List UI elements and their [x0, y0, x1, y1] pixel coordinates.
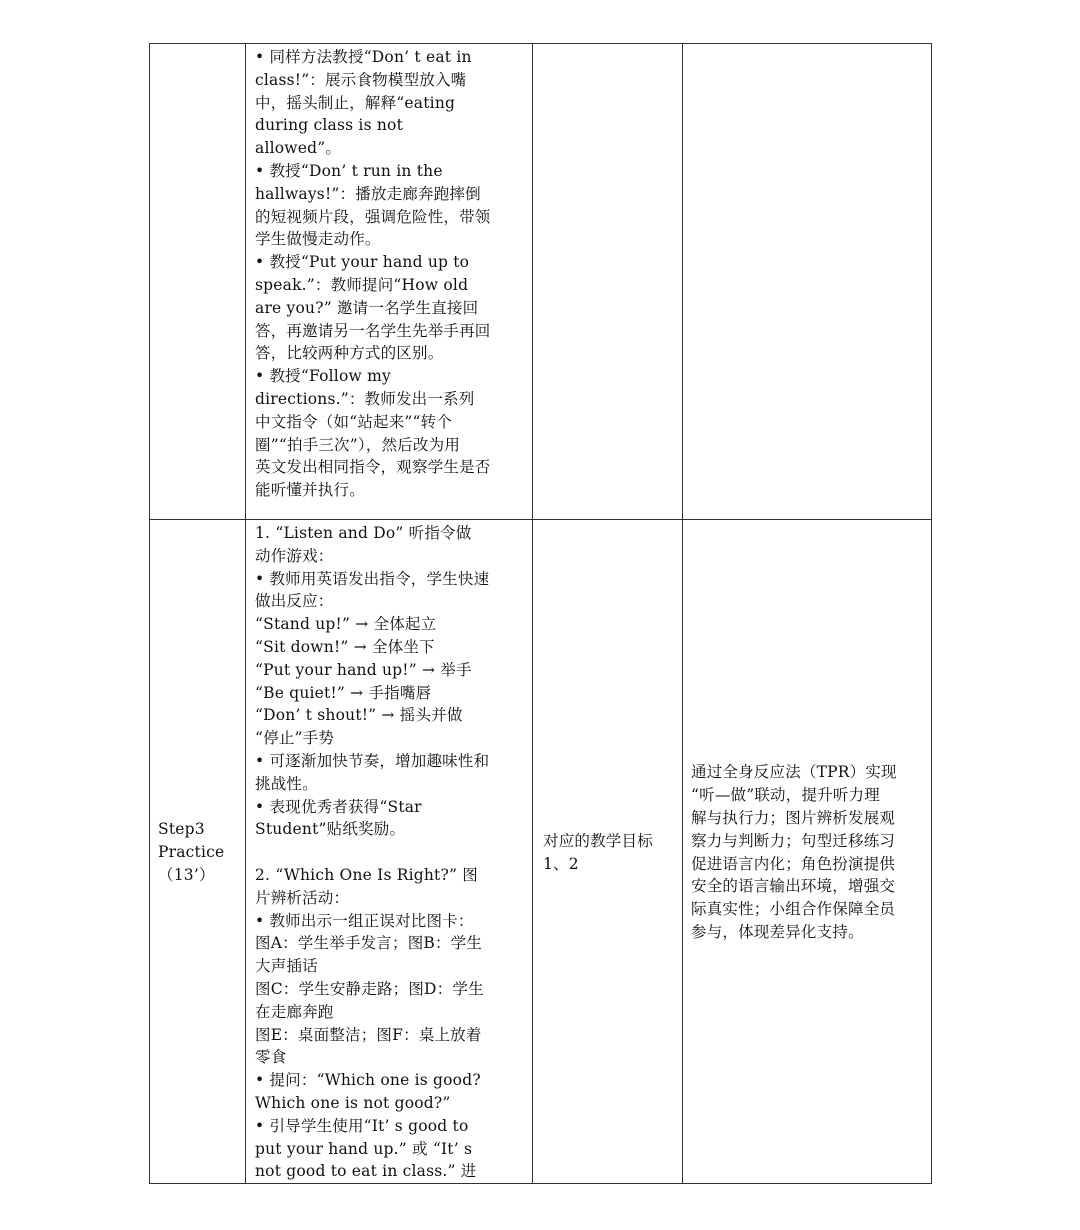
- table-row: [150, 520, 932, 1184]
- intention-text: [683, 44, 931, 46]
- text-line: 英文发出相同指令，观察学生是否: [255, 458, 491, 477]
- text-line: • 教授“Follow my: [255, 367, 391, 386]
- goal-text: [533, 44, 682, 46]
- text-line: • 教授“Put your hand up to: [255, 253, 470, 272]
- text-line: 2. “Which One Is Right?” 图: [255, 865, 478, 884]
- text-line: 做出反应：: [255, 592, 334, 611]
- text-line: （13’）: [158, 865, 215, 884]
- text-line: • 教师出示一组正误对比图卡：: [255, 911, 474, 930]
- text-line: 中，摇头制止，解释“eating: [255, 93, 456, 112]
- text-line: 图E：桌面整洁；图F：桌上放着: [255, 1025, 482, 1044]
- text-line: are you?” 邀请一名学生直接回: [255, 298, 479, 317]
- text-line: 的短视频片段，强调危险性，带领: [255, 207, 491, 226]
- text-line: 图C：学生安静走路；图D：学生: [255, 979, 484, 998]
- text-line: • 可逐渐加快节奏，增加趣味性和: [255, 751, 490, 770]
- text-line: 中文指令（如“站起来”“转个: [255, 412, 453, 431]
- text-line: 1. “Listen and Do” 听指令做: [255, 524, 472, 542]
- text-line: 察力与判断力；句型迁移练习: [691, 831, 896, 850]
- text-line: “Don’ t shout!” → 摇头并做: [255, 706, 463, 725]
- text-line: 解与执行力；图片辨析发展观: [691, 808, 896, 827]
- text-line: 图A：学生举手发言；图B：学生: [255, 934, 483, 953]
- text-line: • 教师用英语发出指令，学生快速: [255, 569, 490, 588]
- text-line: 安全的语言输出环境，增强交: [691, 877, 896, 896]
- text-line: 圈”“拍手三次”），然后改为用: [255, 435, 461, 454]
- text-line: 对应的教学目标: [543, 831, 653, 850]
- step-text: [150, 816, 245, 886]
- text-line: class!”：展示食物模型放入嘴: [255, 70, 467, 89]
- text-line: speak.”：教师提问“How old: [255, 275, 469, 294]
- text-line: put your hand up.” 或 “It’ s: [255, 1139, 473, 1158]
- activity-cell: [246, 44, 533, 520]
- lesson-plan-table: [149, 43, 932, 1184]
- text-line: “Sit down!” → 全体坐下: [255, 637, 435, 656]
- text-line: 片辨析活动：: [255, 888, 350, 907]
- text-line: [255, 841, 524, 864]
- activity-text: [246, 520, 532, 1183]
- text-line: • 表现优秀者获得“Star: [255, 797, 422, 816]
- text-line: “Stand up!” → 全体起立: [255, 615, 437, 634]
- goal-cell: [533, 520, 683, 1184]
- text-line: 1、2: [543, 854, 579, 873]
- text-line: Student”贴纸奖励。: [255, 820, 406, 839]
- activity-cell: [246, 520, 533, 1184]
- text-line: 际真实性；小组合作保障全员: [691, 900, 896, 919]
- text-line: 能听懂并执行。: [255, 481, 365, 500]
- text-line: not good to eat in class.” 进: [255, 1162, 477, 1181]
- text-line: directions.”：教师发出一系列: [255, 389, 475, 408]
- text-line: 在走廊奔跑: [255, 1002, 334, 1021]
- text-line: “停止”手势: [255, 729, 335, 748]
- text-line: “听—做”联动，提升听力理: [691, 786, 880, 805]
- activity-text: [246, 44, 532, 502]
- text-line: during class is not: [255, 116, 403, 135]
- text-line: 挑战性。: [255, 774, 318, 793]
- text-line: • 同样方法教授“Don’ t eat in: [255, 48, 472, 66]
- goal-cell: [533, 44, 683, 520]
- text-line: Practice: [158, 843, 225, 862]
- text-line: allowed”。: [255, 139, 342, 158]
- text-line: hallways!”：播放走廊奔跑摔倒: [255, 184, 481, 203]
- step-text: [150, 44, 245, 46]
- text-line: 参与，体现差异化支持。: [691, 922, 864, 941]
- text-line: • 提问：“Which one is good?: [255, 1071, 481, 1090]
- intention-cell: [683, 44, 932, 520]
- step-cell: [150, 44, 246, 520]
- text-line: “Be quiet!” → 手指嘴唇: [255, 683, 432, 702]
- text-line: 大声插话: [255, 957, 318, 976]
- text-line: 动作游戏：: [255, 546, 334, 565]
- text-line: 零食: [255, 1048, 287, 1067]
- intention-text: [683, 759, 931, 943]
- text-line: Step3: [158, 820, 205, 839]
- text-line: 答，再邀请另一名学生先举手再回: [255, 321, 491, 340]
- goal-text: [533, 828, 682, 876]
- text-line: • 教授“Don’ t run in the: [255, 161, 443, 180]
- text-line: 答，比较两种方式的区别。: [255, 344, 444, 363]
- text-line: Which one is not good?”: [255, 1093, 451, 1112]
- text-line: 通过全身反应法（TPR）实现: [691, 763, 897, 782]
- text-line: “Put your hand up!” → 举手: [255, 660, 472, 679]
- text-line: • 引导学生使用“It’ s good to: [255, 1116, 469, 1135]
- text-line: 学生做慢走动作。: [255, 230, 381, 249]
- text-line: 促进语言内化；角色扮演提供: [691, 854, 896, 873]
- step-cell: [150, 520, 246, 1184]
- table-row: [150, 44, 932, 520]
- intention-cell: [683, 520, 932, 1184]
